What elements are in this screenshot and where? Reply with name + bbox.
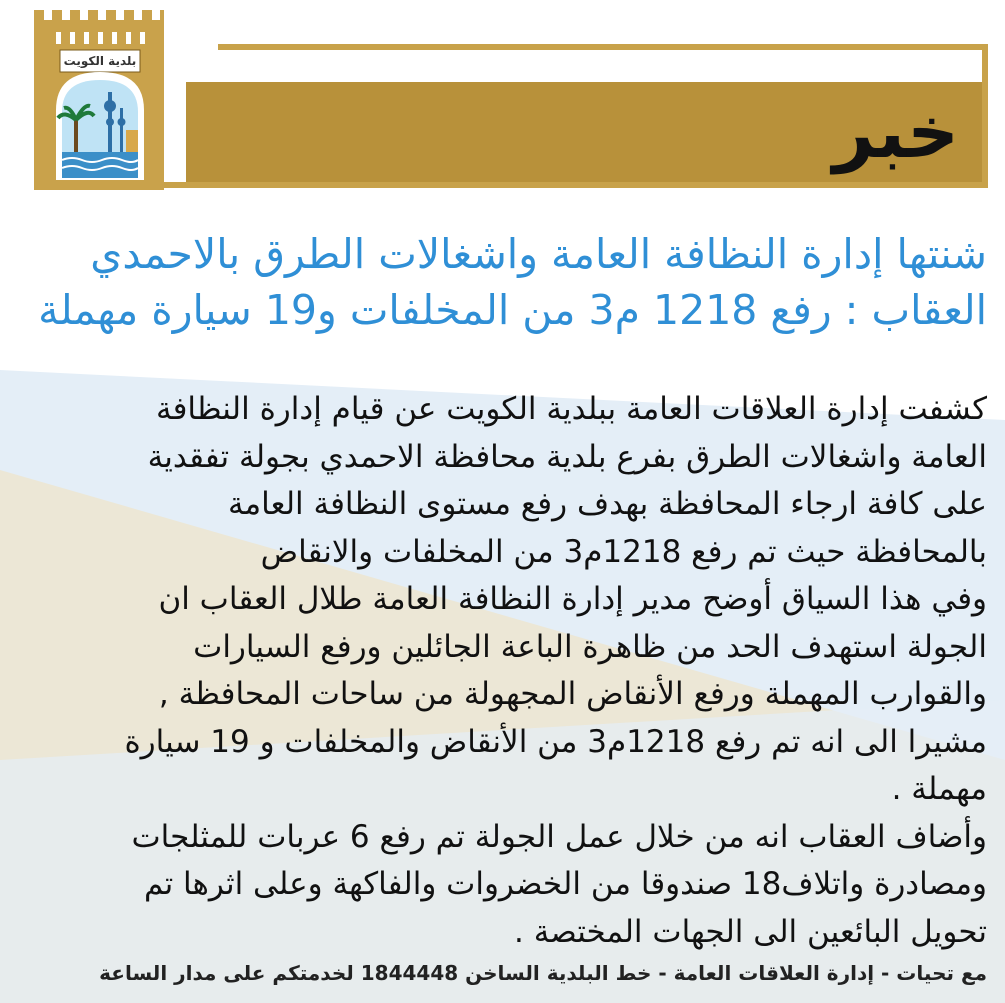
body-line: كشفت إدارة العلاقات العامة ببلدية الكويت عن قيام إدارة النظافة [155,391,987,427]
body-line: ومصادرة واتلاف18 صندوقا من الخضروات والفاكهة وعلى اثرها تم [143,866,987,902]
logo-text: بلدية الكويت [63,54,137,68]
header-frame-right [982,44,988,188]
header-frame-top [218,44,988,50]
news-label: خبر [832,90,959,174]
body-line: العامة واشغالات الطرق بفرع بلدية محافظة الاحمدي بجولة تفقدية [147,438,987,475]
body-line: والقوارب المهملة ورفع الأنقاض المجهولة من ساحات المحافظة , [158,676,987,712]
body-line: وأضاف العقاب انه من خلال عمل الجولة تم رفع 6 عربات للمثلجات [131,818,987,855]
body-line: وفي هذا السياق أوضح مدير إدارة النظافة العامة طلال العقاب ان [158,581,987,617]
header-frame-bottom [160,182,988,188]
body-line: مشيرا الى انه تم رفع 1218م3 من الأنقاض والمخلفات و 19 سيارة [124,723,987,760]
footer-signature: مع تحيات - إدارة العلاقات العامة - خط البلدية الساخن 1844448 لخدمتكم على مدار الساعة [99,961,987,985]
body-line: مهملة . [891,771,987,807]
body-line: بالمحافظة حيث تم رفع 1218م3 من المخلفات والانقاض [260,533,987,570]
body-line: الجولة استهدف الحد من ظاهرة الباعة الجائلين ورفع السيارات [193,628,987,665]
body-line: تحويل البائعين الى الجهات المختصة . [513,913,987,950]
body-line: على كافة ارجاء المحافظة بهدف رفع مستوى النظافة العامة [227,486,987,522]
article-body [2,386,987,956]
headline [17,226,987,338]
kuwait-municipality-logo [34,10,164,190]
headline-line-2: العقاب : رفع 1218 م3 من المخلفات و19 سيارة مهملة [38,286,987,334]
headline-line-1: شنتها إدارة النظافة العامة واشغالات الطرق بالاحمدي [90,230,987,278]
